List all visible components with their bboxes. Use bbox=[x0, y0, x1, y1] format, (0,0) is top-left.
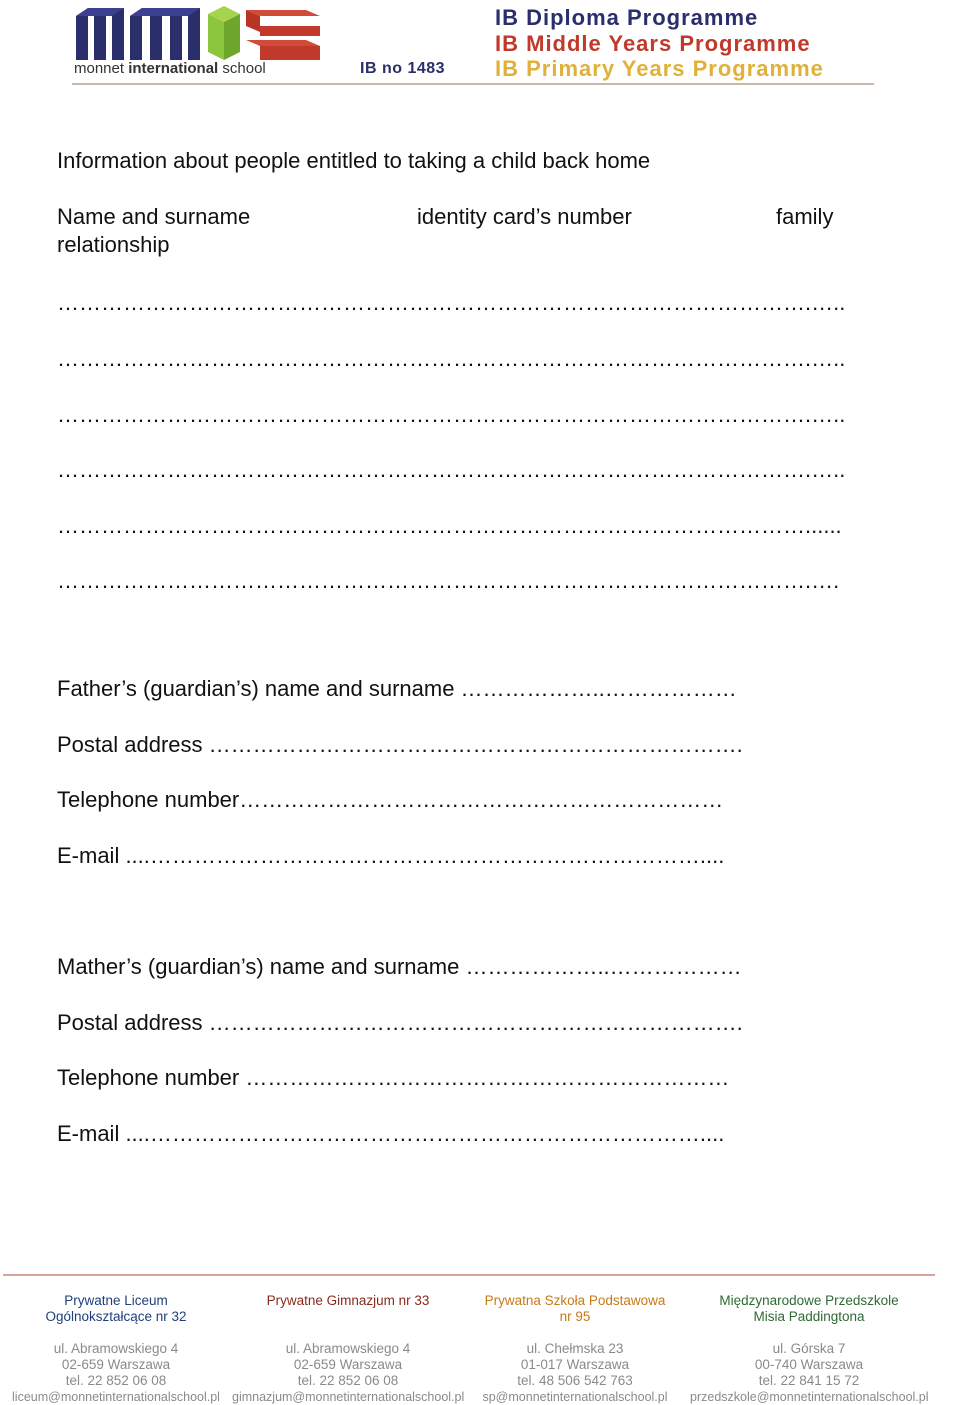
school-email[interactable]: sp@monnetinternationalschool.pl bbox=[482, 1390, 668, 1404]
blank-line-4[interactable]: ………………………………………………………………………………………….….. bbox=[57, 457, 846, 482]
school-logo bbox=[74, 4, 324, 60]
school-street: ul. Chełmska 23 bbox=[526, 1341, 624, 1356]
school-email[interactable]: liceum@monnetinternationalschool.pl bbox=[12, 1390, 220, 1404]
programme-primary-years: IB Primary Years Programme bbox=[495, 56, 824, 81]
school-street: ul. Abramowskiego 4 bbox=[53, 1341, 179, 1356]
father-name-field[interactable]: Father’s (guardian’s) name and surname ………………..……………… bbox=[57, 676, 737, 701]
school-name-line-2: nr 95 bbox=[559, 1309, 591, 1324]
school-tel: tel. 48 506 542 763 bbox=[517, 1373, 633, 1388]
father-postal-field[interactable]: Postal address ………………………………………………………………. bbox=[57, 732, 743, 757]
school-street: ul. Abramowskiego 4 bbox=[285, 1341, 411, 1356]
school-city: 02-659 Warszawa bbox=[293, 1357, 403, 1372]
father-email-field[interactable]: E-mail ....………………………………………………………………….... bbox=[57, 843, 725, 868]
ib-number: IB no 1483 bbox=[360, 60, 446, 77]
school-email[interactable]: przedszkole@monnetinternationalschool.pl bbox=[690, 1390, 929, 1404]
logo-word-2: international bbox=[128, 60, 219, 77]
footer-school-liceum bbox=[10, 1293, 222, 1405]
school-name-line-2: Misia Paddingtona bbox=[753, 1309, 865, 1324]
programme-diploma: IB Diploma Programme bbox=[495, 5, 759, 30]
blank-line-2[interactable]: ………………………………………………………………………………………….….. bbox=[57, 346, 846, 371]
mother-name-field[interactable]: Mather’s (guardian’s) name and surname ………………..……………… bbox=[57, 954, 742, 979]
footer-school-gimnazjum bbox=[232, 1293, 464, 1405]
blank-line-6[interactable]: ………………………………………………………………………………………….…. bbox=[57, 568, 840, 593]
column-relationship: relationship bbox=[57, 232, 170, 257]
school-city: 02-659 Warszawa bbox=[61, 1357, 171, 1372]
school-email[interactable]: gimnazjum@monnetinternationalschool.pl bbox=[232, 1390, 465, 1404]
footer-school-przedszkole bbox=[690, 1293, 928, 1405]
mother-phone-field[interactable]: Telephone number ………………………………………………………… bbox=[57, 1065, 730, 1090]
column-family: family bbox=[776, 204, 834, 229]
programme-middle-years: IB Middle Years Programme bbox=[495, 31, 811, 56]
school-name-line-1: Prywatna Szkoła Podstawowa bbox=[484, 1293, 666, 1308]
school-tel: tel. 22 852 06 08 bbox=[297, 1373, 399, 1388]
school-street: ul. Górska 7 bbox=[772, 1341, 846, 1356]
logo-word-3: school bbox=[222, 60, 266, 77]
school-city: 01-017 Warszawa bbox=[520, 1357, 630, 1372]
blank-line-5[interactable]: …………………………………………………………………………………………...... bbox=[57, 513, 842, 538]
column-identity-card: identity card’s number bbox=[417, 204, 632, 229]
logo-word-1: monnet bbox=[74, 60, 125, 77]
logo-mark-icon bbox=[74, 4, 324, 60]
father-phone-field[interactable]: Telephone number………………………………………………………… bbox=[57, 787, 724, 812]
blank-line-1[interactable]: ………………………………………………………………………………………….….. bbox=[57, 290, 846, 315]
column-name-surname: Name and surname bbox=[57, 204, 251, 229]
blank-line-3[interactable]: ………………………………………………………………………………………….….. bbox=[57, 402, 846, 427]
footer-divider bbox=[3, 1274, 935, 1276]
form-title: Information about people entitled to taking a child back home bbox=[57, 148, 651, 173]
school-name-line-2: Ogólnokształcące nr 32 bbox=[45, 1309, 187, 1324]
mother-postal-field[interactable]: Postal address ………………………………………………………………. bbox=[57, 1010, 743, 1035]
school-name-line-2 bbox=[232, 1309, 464, 1325]
header-divider bbox=[72, 83, 874, 85]
footer-school-podstawowa bbox=[475, 1293, 675, 1405]
school-tel: tel. 22 841 15 72 bbox=[758, 1373, 860, 1388]
logo-wordmark bbox=[74, 60, 266, 77]
school-name-line-1: Prywatne Liceum bbox=[64, 1293, 168, 1308]
school-city: 00-740 Warszawa bbox=[754, 1357, 864, 1372]
school-name-line-1: Międzynarodowe Przedszkole bbox=[719, 1293, 899, 1308]
mother-email-field[interactable]: E-mail ....………………………………………………………………….... bbox=[57, 1121, 725, 1146]
school-name-line-1: Prywatne Gimnazjum nr 33 bbox=[266, 1293, 430, 1308]
school-tel: tel. 22 852 06 08 bbox=[65, 1373, 167, 1388]
